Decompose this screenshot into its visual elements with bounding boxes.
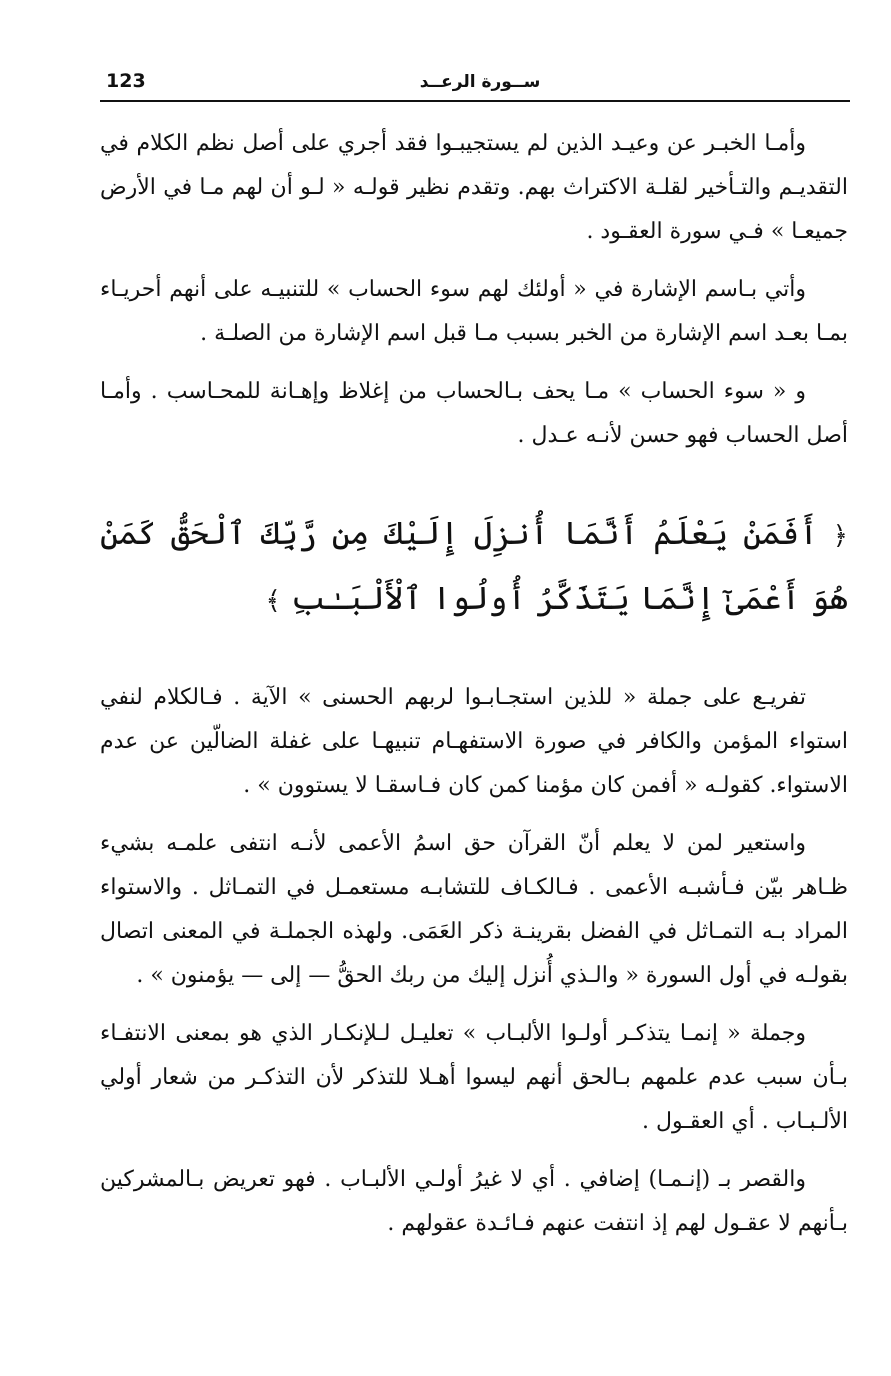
verse-open-bracket: ﴿: [832, 521, 849, 551]
paragraph: والقصر بـ (إنـمـا) إضافي . أي لا غيرُ أولـي الألبـاب . فهو تعريض بـالمشركين بـأنهم لا عقـول لهم إذ انتفت عنهم فـائـدة عقولهم .: [100, 1167, 848, 1236]
paragraph: وجملة « إنمـا يتذكـر أولـوا الألبـاب » تعليـل لـلإنكـار الذي هو بمعنى الانتفـاء بـأن سبب عدم علمهم بـالحق أنهم ليسوا أهـلا للتذكر لأن التذكـر من شعار أولي الألـبـاب . أي العقـول .: [100, 1021, 848, 1134]
verse-text: أَفَمَنْ يَعْلَمُ أَنَّمَا أُنزِلَ إِلَيْكَ مِن رَّبِّكَ ٱلْحَقُّ كَمَنْ هُوَ أَعْمَىٰٓ إِنَّمَا يَتَذَكَّرُ أُولُوا ٱلْأَلْبَـٰبِ: [100, 514, 848, 617]
page-header: [100, 66, 850, 102]
header-rule: [100, 100, 850, 102]
paragraph: و « سوء الحساب » مـا يحف بـالحساب من إغلاظ وإهـانة للمحـاسب . وأمـا أصل الحساب فهو حسن لأنـه عـدل .: [100, 379, 848, 448]
page-number: 123: [106, 70, 146, 92]
page-body: [100, 122, 848, 1260]
paragraph: تفريـع على جملة « للذين استجـابـوا لربهم الحسنى » الآية . فـالكلام لنفي استواء المؤمن والكافر في صورة الاستفهـام تنبيهـا على غفلة الضالّين عن عدم الاستواء. كقولـه « أفمن كان مؤمنا كمن كان فـاسقـا لا يستوون » .: [100, 685, 848, 798]
paragraph: وأمـا الخبـر عن وعيـد الذين لم يستجيبـوا فقد أجري على أصل نظم الكلام في التقديـم والتـأخير لقلـة الاكتراث بهم. وتقدم نظير قولـه « لـو أن لهم مـا في الأرض جميعـا » فـي سورة العقـود .: [100, 131, 848, 244]
verse-close-bracket: ﴾: [265, 586, 281, 616]
running-title: ســورة الرعــد: [419, 72, 541, 92]
quran-verse: [100, 502, 848, 632]
paragraph: واستعير لمن لا يعلم أنّ القرآن حق اسمُ الأعمى لأنـه انتفى علمـه بشيء ظـاهر بيّن فـأشبـه الأعمى . فـالكـاف للتشابـه مستعمـل في التمـاثل . والاستواء المراد بـه التمـاثل في الفضل بقرينـة ذكر العَمَى. ولهذه الجملـة في المعنى اتصال بقولـه في أول السورة « والـذي أُنزل إليك من ربك الحقُّ — إلى — يؤمنون » .: [100, 831, 848, 988]
paragraph: وأتي بـاسم الإشارة في « أولئك لهم سوء الحساب » للتنبيـه على أنهم أحريـاء بمـا بعـد اسم الإشارة من الخبر بسبب مـا قبل اسم الإشارة من الصلـة .: [100, 277, 848, 346]
